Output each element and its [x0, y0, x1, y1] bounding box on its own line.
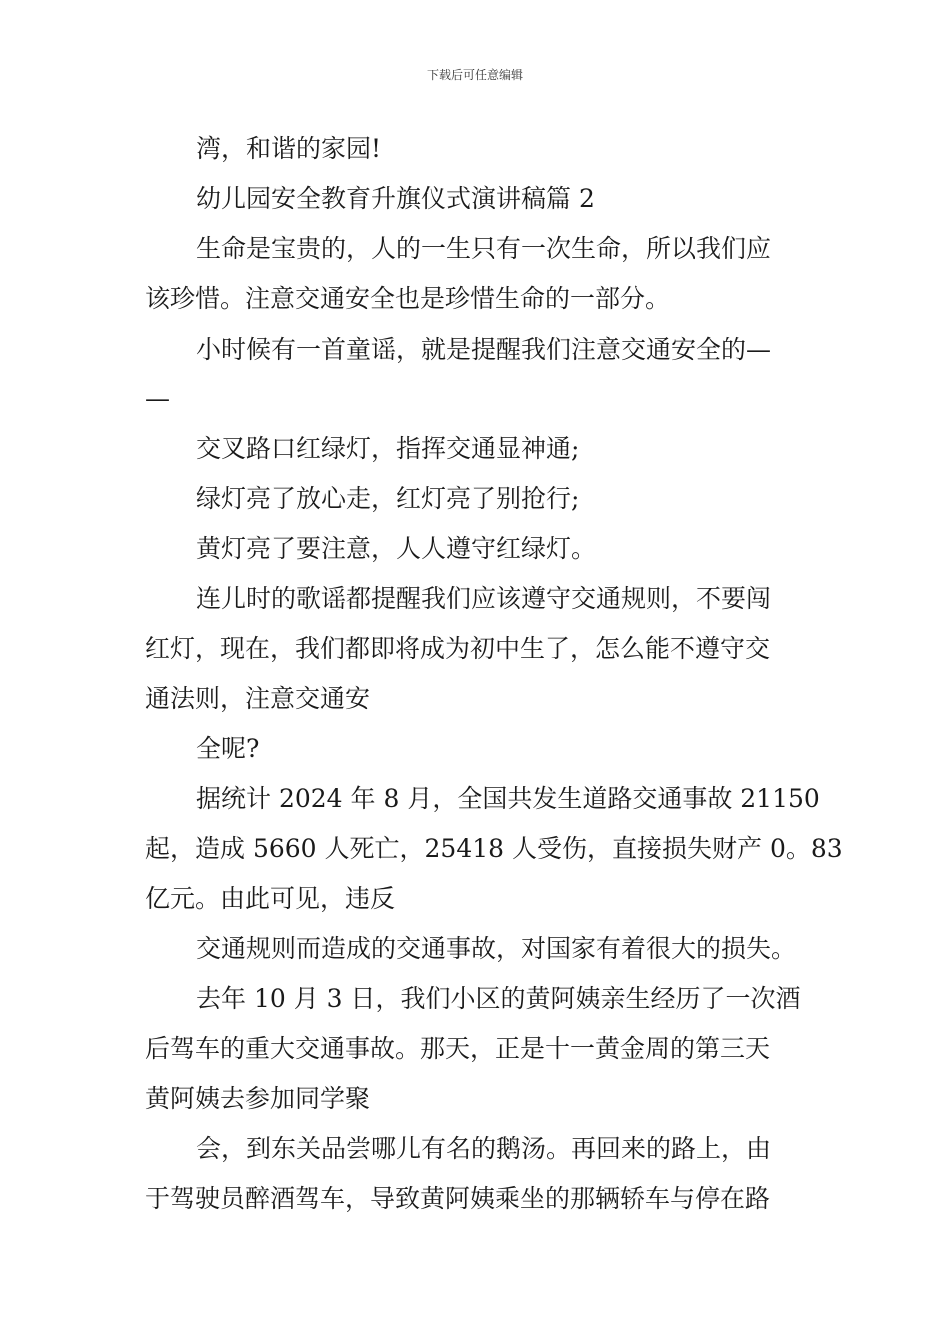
- text-line: 会，到东关品尝哪儿有名的鹅汤。再回来的路上，由: [196, 1134, 772, 1163]
- text-line: 连儿时的歌谣都提醒我们应该遵守交通规则，不要闯: [196, 584, 772, 613]
- text-line: 黄灯亮了要注意，人人遵守红绿灯。: [196, 534, 597, 563]
- text-line: 该珍惜。注意交通安全也是珍惜生命的一部分。: [145, 284, 671, 313]
- text-line: 通法则，注意交通安: [145, 684, 371, 713]
- text-line: 交叉路口红绿灯，指挥交通显神通;: [196, 434, 580, 463]
- text-line: 后驾车的重大交通事故。那天，正是十一黄金周的第三天: [145, 1034, 771, 1063]
- text-line: 黄阿姨去参加同学聚: [145, 1084, 371, 1113]
- text-line: 全呢?: [196, 734, 260, 763]
- text-line: 起，造成 5660 人死亡，25418 人受伤，直接损失财产 0。83: [145, 834, 843, 863]
- text-line: 生命是宝贵的，人的一生只有一次生命，所以我们应: [196, 234, 772, 263]
- text-line: 亿元。由此可见，违反: [145, 884, 396, 913]
- text-line: 据统计 2024 年 8 月，全国共发生道路交通事故 21150: [196, 784, 820, 813]
- text-line: 去年 10 月 3 日，我们小区的黄阿姨亲生经历了一次酒: [196, 984, 801, 1013]
- text-line: 交通规则而造成的交通事故，对国家有着很大的损失。: [196, 934, 797, 963]
- page-header: 下载后可任意编辑: [426, 68, 523, 82]
- text-line: 于驾驶员醉酒驾车，导致黄阿姨乘坐的那辆轿车与停在路: [145, 1184, 771, 1213]
- text-line: 红灯，现在，我们都即将成为初中生了，怎么能不遵守交: [145, 634, 771, 663]
- text-line: 绿灯亮了放心走，红灯亮了别抢行;: [196, 484, 580, 513]
- text-line: 小时候有一首童谣，就是提醒我们注意交通安全的—: [196, 335, 772, 364]
- text-line: —: [145, 384, 170, 413]
- section-title: 幼儿园安全教育升旗仪式演讲稿篇 2: [196, 184, 595, 213]
- text-line: 湾，和谐的家园!: [196, 134, 382, 163]
